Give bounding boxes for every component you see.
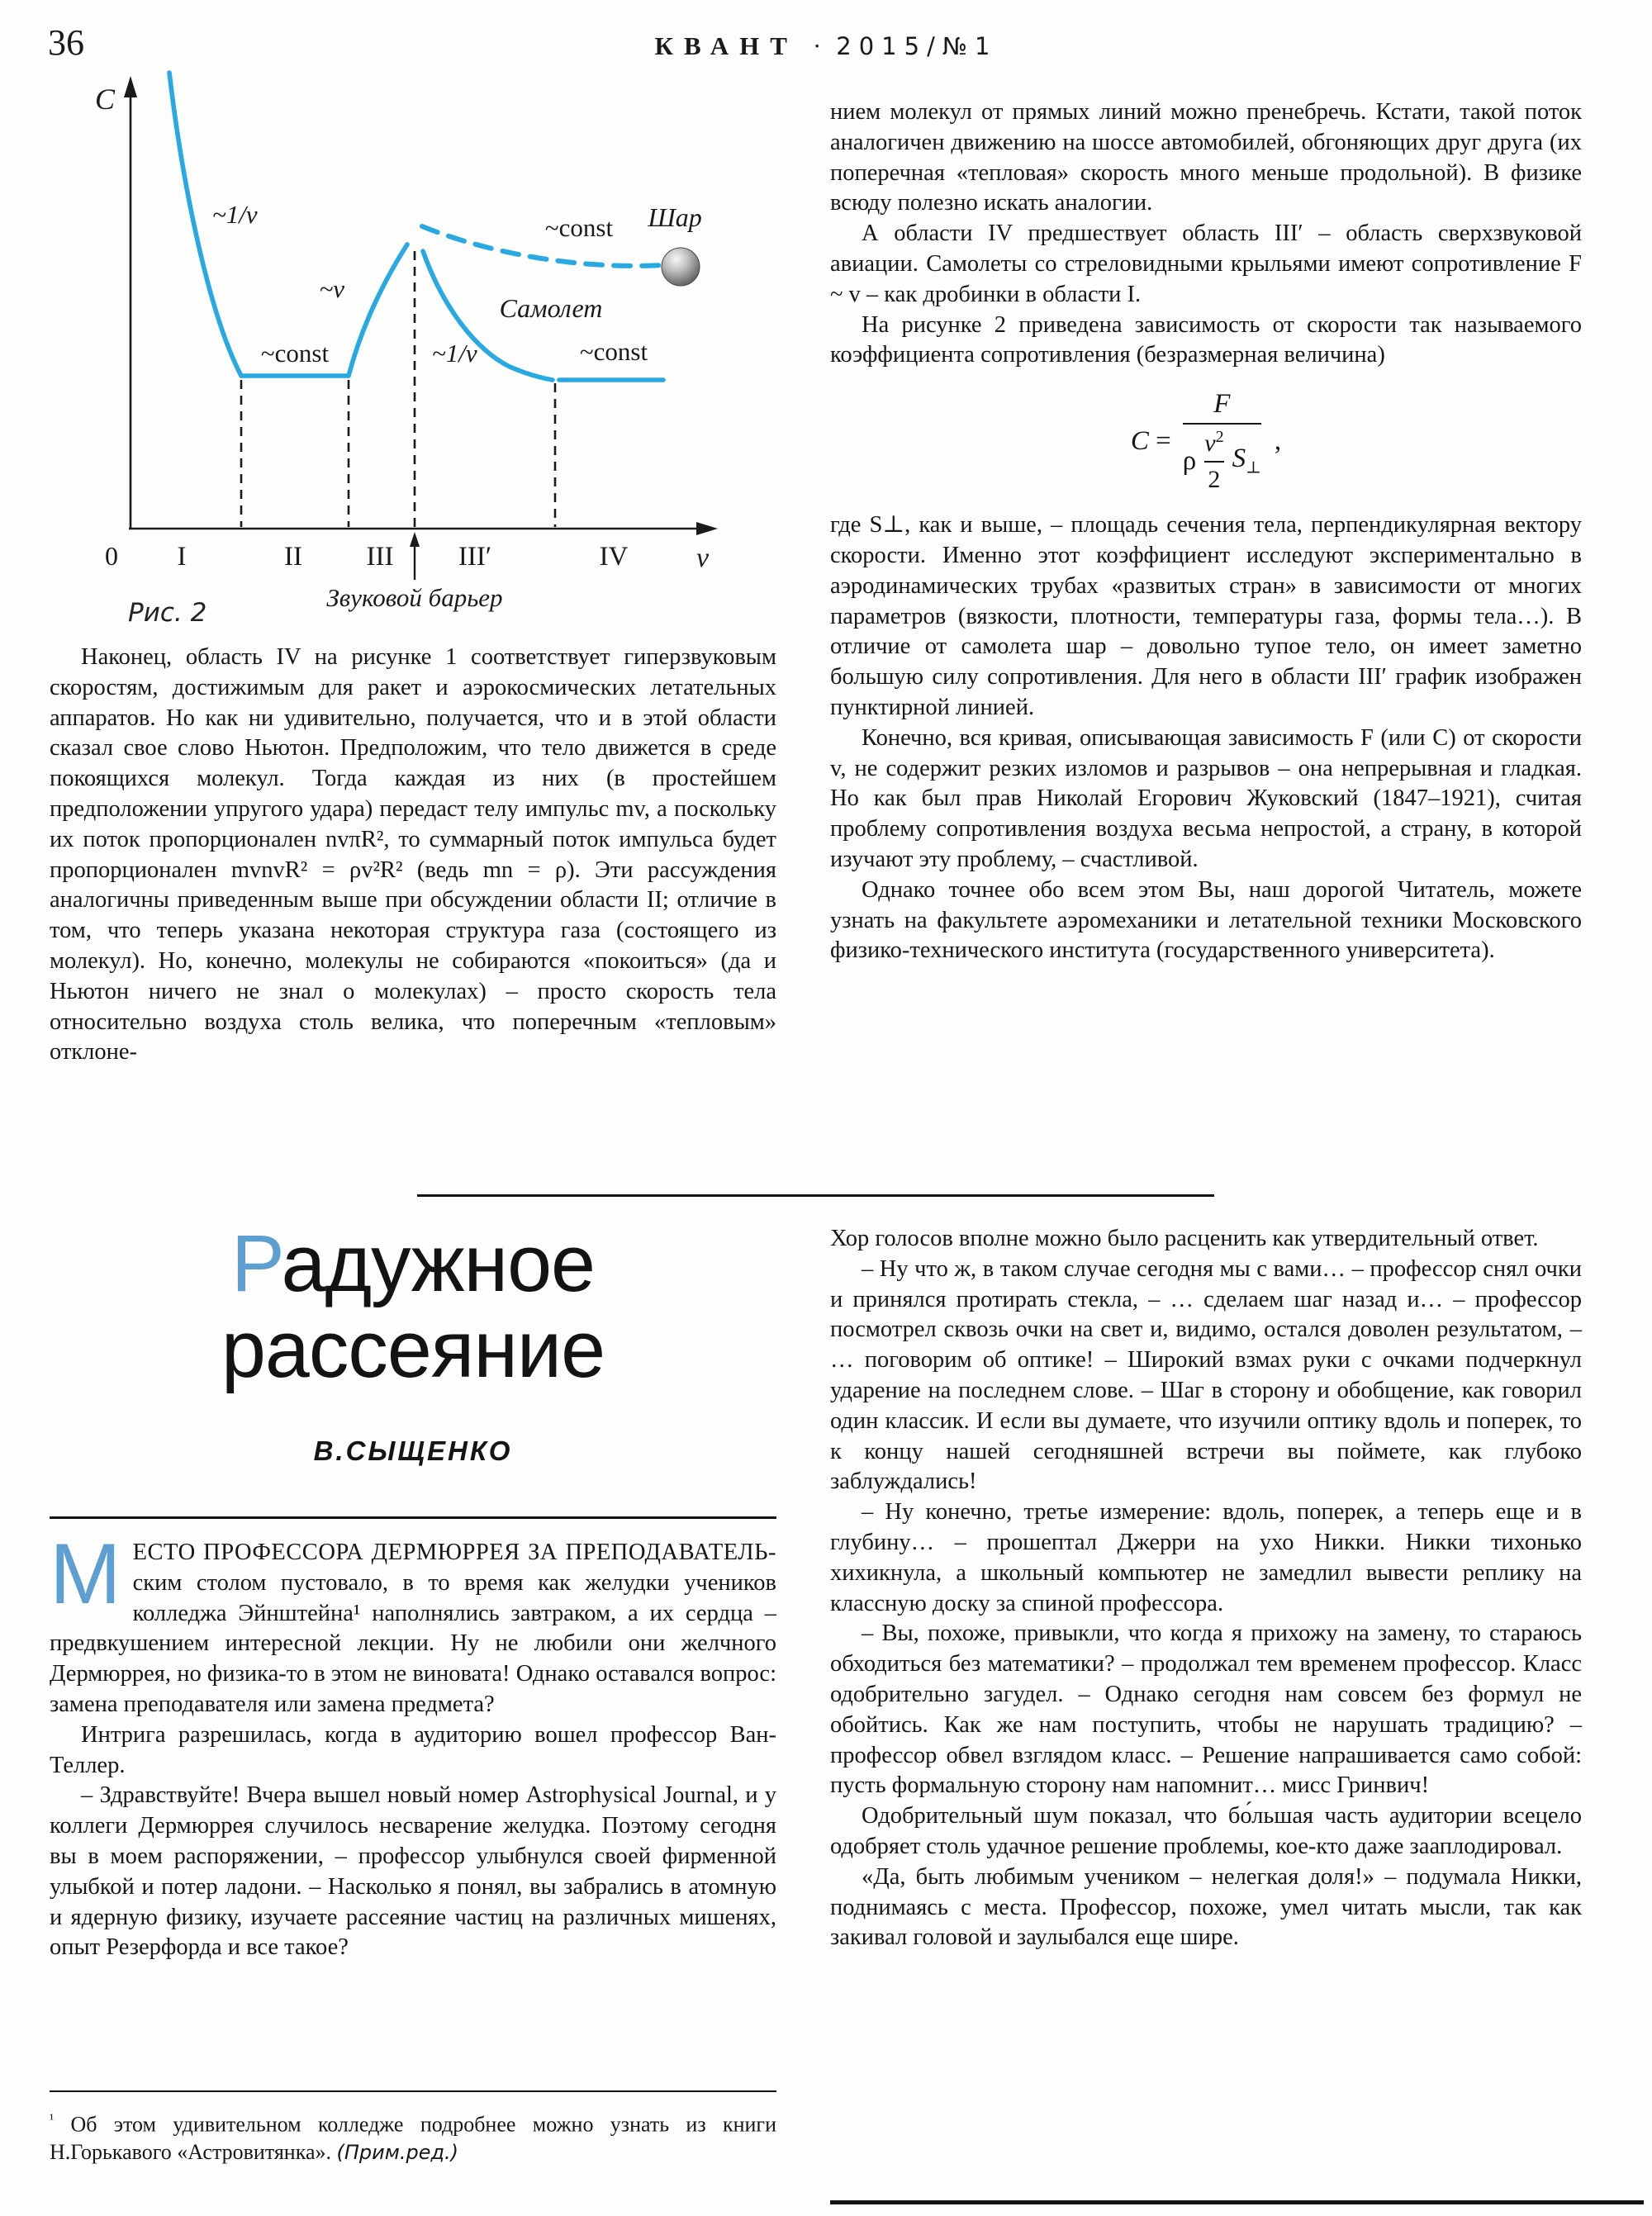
paragraph: – Здравствуйте! Вчера вышел новый номер Astrophysical Journal, и у коллеги Дермюррея случилось несварение желудка. Поэтому сегодня вы в моем распоряжении, – профессор улыбнулся своей фирменной улыбкой и потер ладони. – Насколько я понял, вы забрались в атомную и ядерную физику, изучаете рассеяние частиц на различных мишенях, опыт Резерфорда и все такое? — [50, 1782, 776, 1961]
journal-title: КВАНТ — [654, 31, 798, 60]
footnote-attribution: (Прим.ред.) — [336, 2140, 459, 2164]
label-airplane: Самолет — [499, 293, 603, 323]
label-1-over-v-region3prime: ~1/v — [432, 339, 477, 368]
label-const-region4: ~const — [579, 337, 648, 366]
journal-header — [0, 31, 1652, 61]
paragraph: Одобрительный шум показал, что бо́льшая часть аудитории всецело одобряет столь удачное решение проблемы, кое-кто даже зааплодировал. — [830, 1803, 1582, 1859]
title-line2: рассеяние — [221, 1304, 605, 1394]
formula-v2-over-2 — [1204, 428, 1223, 494]
lead-caps: ЕСТО ПРОФЕССОРА ДЕРМЮРРЕЯ ЗА ПРЕПОДАВАТЕЛЬ- — [132, 1540, 776, 1565]
drop-cap: М — [50, 1526, 121, 1622]
region-label-III: III — [366, 542, 394, 572]
label-v-region3: ~v — [319, 274, 344, 303]
header-separator: · — [812, 31, 822, 60]
formula-lhs — [1131, 426, 1171, 457]
x-axis-arrow — [696, 522, 718, 535]
figure-2 — [45, 68, 739, 621]
drag-coefficient-chart — [45, 68, 739, 617]
paragraph-with-dropcap — [50, 1526, 776, 1720]
journal-issue: 2015/№1 — [836, 32, 998, 60]
sound-barrier-label: Звуковой барьер — [326, 583, 503, 612]
footnote — [50, 2105, 776, 2166]
sphere-image — [662, 248, 700, 286]
page-number: 36 — [48, 22, 84, 63]
footnote-rule — [50, 2090, 776, 2092]
formula-F: F — [1213, 389, 1231, 420]
formula-fraction — [1183, 389, 1261, 494]
paragraph: где S⊥, как и выше, – площадь сечения тела, перпендикулярная вектору скорости. Именно этот коэффициент исследуют экспериментально в аэродинамических трубах «развитых стран» в зависимости от многих параметров (вязкости, плотности, температуры газа, формы тела…). В отличие от самолета шар – довольно тупое тело, он имеет заметно большую силу сопротивления. Для него в области III′ график изображен пунктирной линией. — [830, 512, 1582, 720]
paragraph: Наконец, область IV на рисунке 1 соответствует гиперзвуковым скоростям, достижимым для ракет и аэрокосмических летательных аппаратов. Но как ни удивительно, получается, что и в этой области сказал свое слово Ньютон. Предположим, что тело движется в среде покоящихся молекул. Тогда каждая из них (в простейшем предположении упругого удара) передаст телу импульс mv, а поскольку их поток пропорционален nvπR², то суммарный поток импульса будет пропорционален mvnvR² = ρv²R² (ведь mn = ρ). Эти рассуждения аналогичны приведенным выше при обсуждении области II; отличие в том, что теперь указана некоторая структура газа (состоящего из молекул). Но, конечно, молекулы не собираются «покоиться» (да и Ньютон ничего не знал о молекулах) – просто скорость тела относительно воздуха столь велика, что поперечным «тепловым» отклоне- — [50, 644, 776, 1065]
formula-two: 2 — [1208, 466, 1221, 494]
article2-left-column — [50, 1526, 776, 1963]
paragraph: – Вы, похоже, привыкли, что когда я прихожу на замену, то стараюсь обходиться без математики? – продолжал тем временем профессор. Класс одобрительно загудел. – Однако сегодня нам совсем без формул не обойтись. Как же нам поступить, чтобы не нарушать традицию? – профессор обвел взглядом класс. – Решение напрашивается само собой: пусть формальную сторону нам напомнит… мисс Гринвич! — [830, 1620, 1582, 1799]
figure-caption: Рис. 2 — [128, 598, 207, 628]
formula-equals: = — [1156, 426, 1171, 457]
paragraph: – Ну конечно, третье измерение: вдоль, поперек, а теперь еще и в глубину… – прошептал Джерри на ухо Никки. Никки тихонько хихикнула, а школьный компьютер не замедлил вывести реплику на классную доску за спиной профессора. — [830, 1499, 1582, 1616]
formula-exponent: 2 — [1215, 428, 1224, 447]
article-divider-rule — [417, 1194, 1214, 1197]
formula-S-perp — [1232, 444, 1261, 478]
formula-v: v — [1204, 429, 1216, 458]
paragraph: Хор голосов вполне можно было расценить как утвердительный ответ. — [830, 1226, 1539, 1251]
x-axis-label: v — [696, 543, 710, 573]
region-label-I: I — [177, 542, 187, 572]
paragraph-text: ским столом пустовало, в то время как желудки учеников колледжа Эйнштейна¹ наполнялись завтраком, а их сердца – предвкушением интересной лекции. Ну не любили они желчного Дермюррея, но физика-то в этом не виновата! Однако оставался вопрос: замена преподавателя или замена предмета? — [50, 1569, 776, 1717]
article2-title-block — [50, 1218, 776, 1467]
paragraph: На рисунке 2 приведена зависимость от скорости так называемого коэффициента сопротивления (безразмерная величина) — [830, 311, 1582, 368]
formula-numerator — [1213, 389, 1230, 420]
origin-label: 0 — [105, 541, 118, 571]
title-line1: адужное — [281, 1218, 595, 1308]
title-accent-letter: Р — [231, 1218, 282, 1308]
label-ball: Шар — [648, 202, 702, 232]
formula-v-squared — [1204, 428, 1223, 458]
label-const-ball: ~const — [544, 213, 614, 242]
article-title — [50, 1218, 776, 1394]
paragraph: – Ну что ж, в таком случае сегодня мы с вами… – профессор снял очки и принялся протирать стекла, – … сделаем шаг назад и… – профессор посмотрел сквозь очки на свет и, видимо, остался доволен результатом, – … поговорим об оптике! – Широкий взмах руки с очками подчеркнул ударение на последнем слове. – Шаг в сторону и обобщение, как говорил один классик. И если вы думаете, что изучили оптику вдоль и поперек, то к концу нашей сегодняшней встречи вы поймете, как глубоко заблуждались! — [830, 1255, 1582, 1495]
article2-right-column — [830, 1224, 1582, 1953]
article-author: В.СЫЩЕНКО — [313, 1435, 513, 1466]
y-axis-arrow — [124, 76, 137, 97]
formula-comma: , — [1274, 426, 1282, 457]
paragraph: Однако точнее обо всем этом Вы, наш дорогой Читатель, можете узнать на факультете аэромеханики и летательной техники Московского физико-технического института (государственного университета). — [830, 876, 1582, 964]
region-label-IV: IV — [599, 542, 629, 572]
formula-denominator — [1183, 428, 1261, 494]
formula-S: S — [1232, 444, 1246, 474]
paragraph: нием молекул от прямых линий можно пренебречь. Кстати, такой поток аналогичен движению на шоссе автомобилей, обгоняющих друг друга (их поперечная «тепловая» скорость много меньше продольной). В физике всюду полезно искать аналогии. — [830, 99, 1582, 216]
formula-rho: ρ — [1182, 445, 1197, 476]
y-axis-label: C — [95, 83, 116, 116]
article1-right-column — [830, 97, 1582, 966]
fraction-bar — [1183, 423, 1261, 425]
footnote-marker: ¹ — [50, 2111, 55, 2127]
formula-C: C — [1130, 426, 1149, 457]
formula-perp-symbol: ⊥ — [1246, 458, 1261, 477]
paragraph: А области IV предшествует область III′ – область сверхзвуковой авиации. Самолеты со стреловидными крыльями имеют сопротивление F ~ v – как дробинки в области I. — [830, 221, 1582, 307]
sound-barrier-arrowhead — [410, 532, 420, 547]
paragraph: Интрига разрешилась, когда в аудиторию вошел профессор Ван-Теллер. — [50, 1721, 776, 1778]
paragraph: Конечно, вся кривая, описывающая зависимость F (или C) от скорости v, не содержит резких изломов и разрывов – она непрерывная и гладкая. Но как был прав Николай Егорович Жуковский (1847–1921), считая проблему сопротивления воздуха весьма непростой, а страну, в которой изучают эту проблему, – счастливой. — [830, 724, 1582, 872]
label-const-region2: ~const — [260, 339, 330, 368]
curve-region-3 — [349, 244, 407, 376]
footnote-text: Об этом удивительном колледже подробнее можно узнать из книги Н.Горькавого «Астровитянка». — [50, 2112, 777, 2164]
fraction-bar — [1204, 461, 1223, 463]
page-bottom-rule — [830, 2200, 1644, 2204]
article1-left-column — [50, 643, 776, 1068]
region-label-III-prime: III′ — [458, 542, 492, 572]
drag-coefficient-formula — [830, 389, 1582, 494]
paragraph: «Да, быть любимым учеником – нелегкая доля!» – подумала Никки, поднимаясь с места. Профессор, похоже, умел читать мысли, так как закивал головой и заулыбался еще шире. — [830, 1863, 1582, 1951]
author-underline-rule — [50, 1516, 776, 1519]
region-label-II: II — [284, 542, 302, 572]
curve-ball-dashed — [422, 226, 662, 266]
label-1-over-v-region1: ~1/v — [212, 200, 258, 229]
